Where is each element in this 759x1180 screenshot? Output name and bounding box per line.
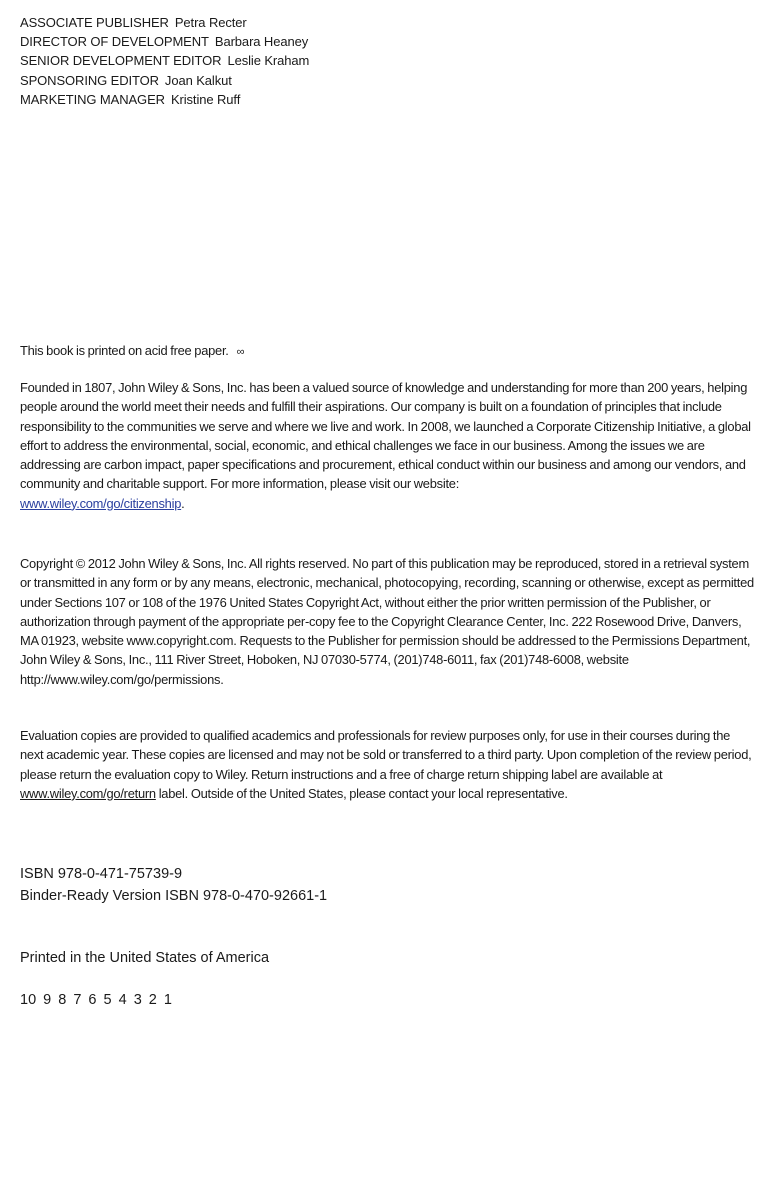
credit-director-of-development [20,32,309,51]
credit-name: Barbara Heaney [214,34,309,50]
citizenship-link-suffix: . [181,495,185,511]
credit-role: SPONSORING EDITOR [20,72,159,88]
credit-associate-publisher [20,13,309,32]
isbn-block [20,864,327,907]
credit-name: Leslie Kraham [227,53,310,69]
credit-name: Petra Recter [174,15,247,30]
credit-role: SENIOR DEVELOPMENT EDITOR [20,53,222,69]
credit-sponsoring-editor [20,71,309,90]
citizenship-link[interactable]: www.wiley.com/go/citizenship [20,495,182,511]
credit-senior-development-editor [20,51,309,70]
return-link[interactable]: www.wiley.com/go/return [20,785,156,801]
citizenship-text: Founded in 1807, John Wiley & Sons, Inc. has been a valued source of knowledge and understanding for more than 200 years, helping people around the world meet their needs and fulfill their aspirations. Our company is built on a foundation of principles that include responsibility to the communities we serve and where we live and work. In 2008, we launched a Corporate Citizenship Initiative, a global effort to address the environmental, social, economic, and ethical challenges we face in our business. Among the issues we are addressing are carbon impact, paper specifications and procurement, ethical conduct within our business and among our vendors, and community and charitable support. For more information, please visit our website: [20,380,751,492]
credit-name: Joan Kalkut [164,72,232,88]
isbn-binder-ready: Binder-Ready Version ISBN 978-0-470-92661-1 [20,887,328,904]
credit-marketing-manager [20,90,309,109]
credit-role: MARKETING MANAGER [20,91,165,107]
acid-free-notice [20,341,756,362]
evaluation-paragraph [20,726,756,803]
credit-role: DIRECTOR OF DEVELOPMENT [20,34,209,50]
print-number-line: 10 9 8 7 6 5 4 3 2 1 [20,992,172,1008]
credit-name: Kristine Ruff [170,91,241,107]
citizenship-paragraph [20,378,756,513]
evaluation-text-before: Evaluation copies are provided to qualified academics and professionals for review purposes only, for use in their courses during the next academic year. These copies are licensed and may not be sold or transferred to a third party. Upon completion of the review period, please return the evaluation copy to Wiley. Return instructions and a free of charge return shipping label are available at [20,728,752,782]
printed-in-notice: Printed in the United States of America [20,950,270,966]
copyright-text: Copyright © 2012 John Wiley & Sons, Inc. All rights reserved. No part of this publication may be reproduced, stored in a retrieval system or transmitted in any form or by any means, electronic, mechanical, photocopying, recording, scanning or otherwise, except as permitted under Sections 107 or 108 of the 1976 United States Copyright Act, without either the prior written permission of the Publisher, or authorization through payment of the appropriate per-copy fee to the Copyright Clearance Center, Inc. 222 Rosewood Drive, Danvers, MA 01923, website www.copyright.com. Requests to the Publisher for permission should be addressed to the Permissions Department, John Wiley & Sons, Inc., 111 River Street, Hoboken, NJ 07030-5774, (201)748-6011, fax (201)748-6008, website http://www.wiley.com/go/permissions. [20,556,754,687]
evaluation-text-after: label. Outside of the United States, please contact your local representative. [155,785,568,801]
isbn-primary: ISBN 978-0-471-75739-9 [20,866,183,882]
credit-role: ASSOCIATE PUBLISHER [20,15,169,30]
infinity-icon: ∞ [236,346,245,358]
acid-free-text: This book is printed on acid free paper. [20,343,229,358]
credits-list [20,13,309,109]
copyright-paragraph [20,554,756,689]
